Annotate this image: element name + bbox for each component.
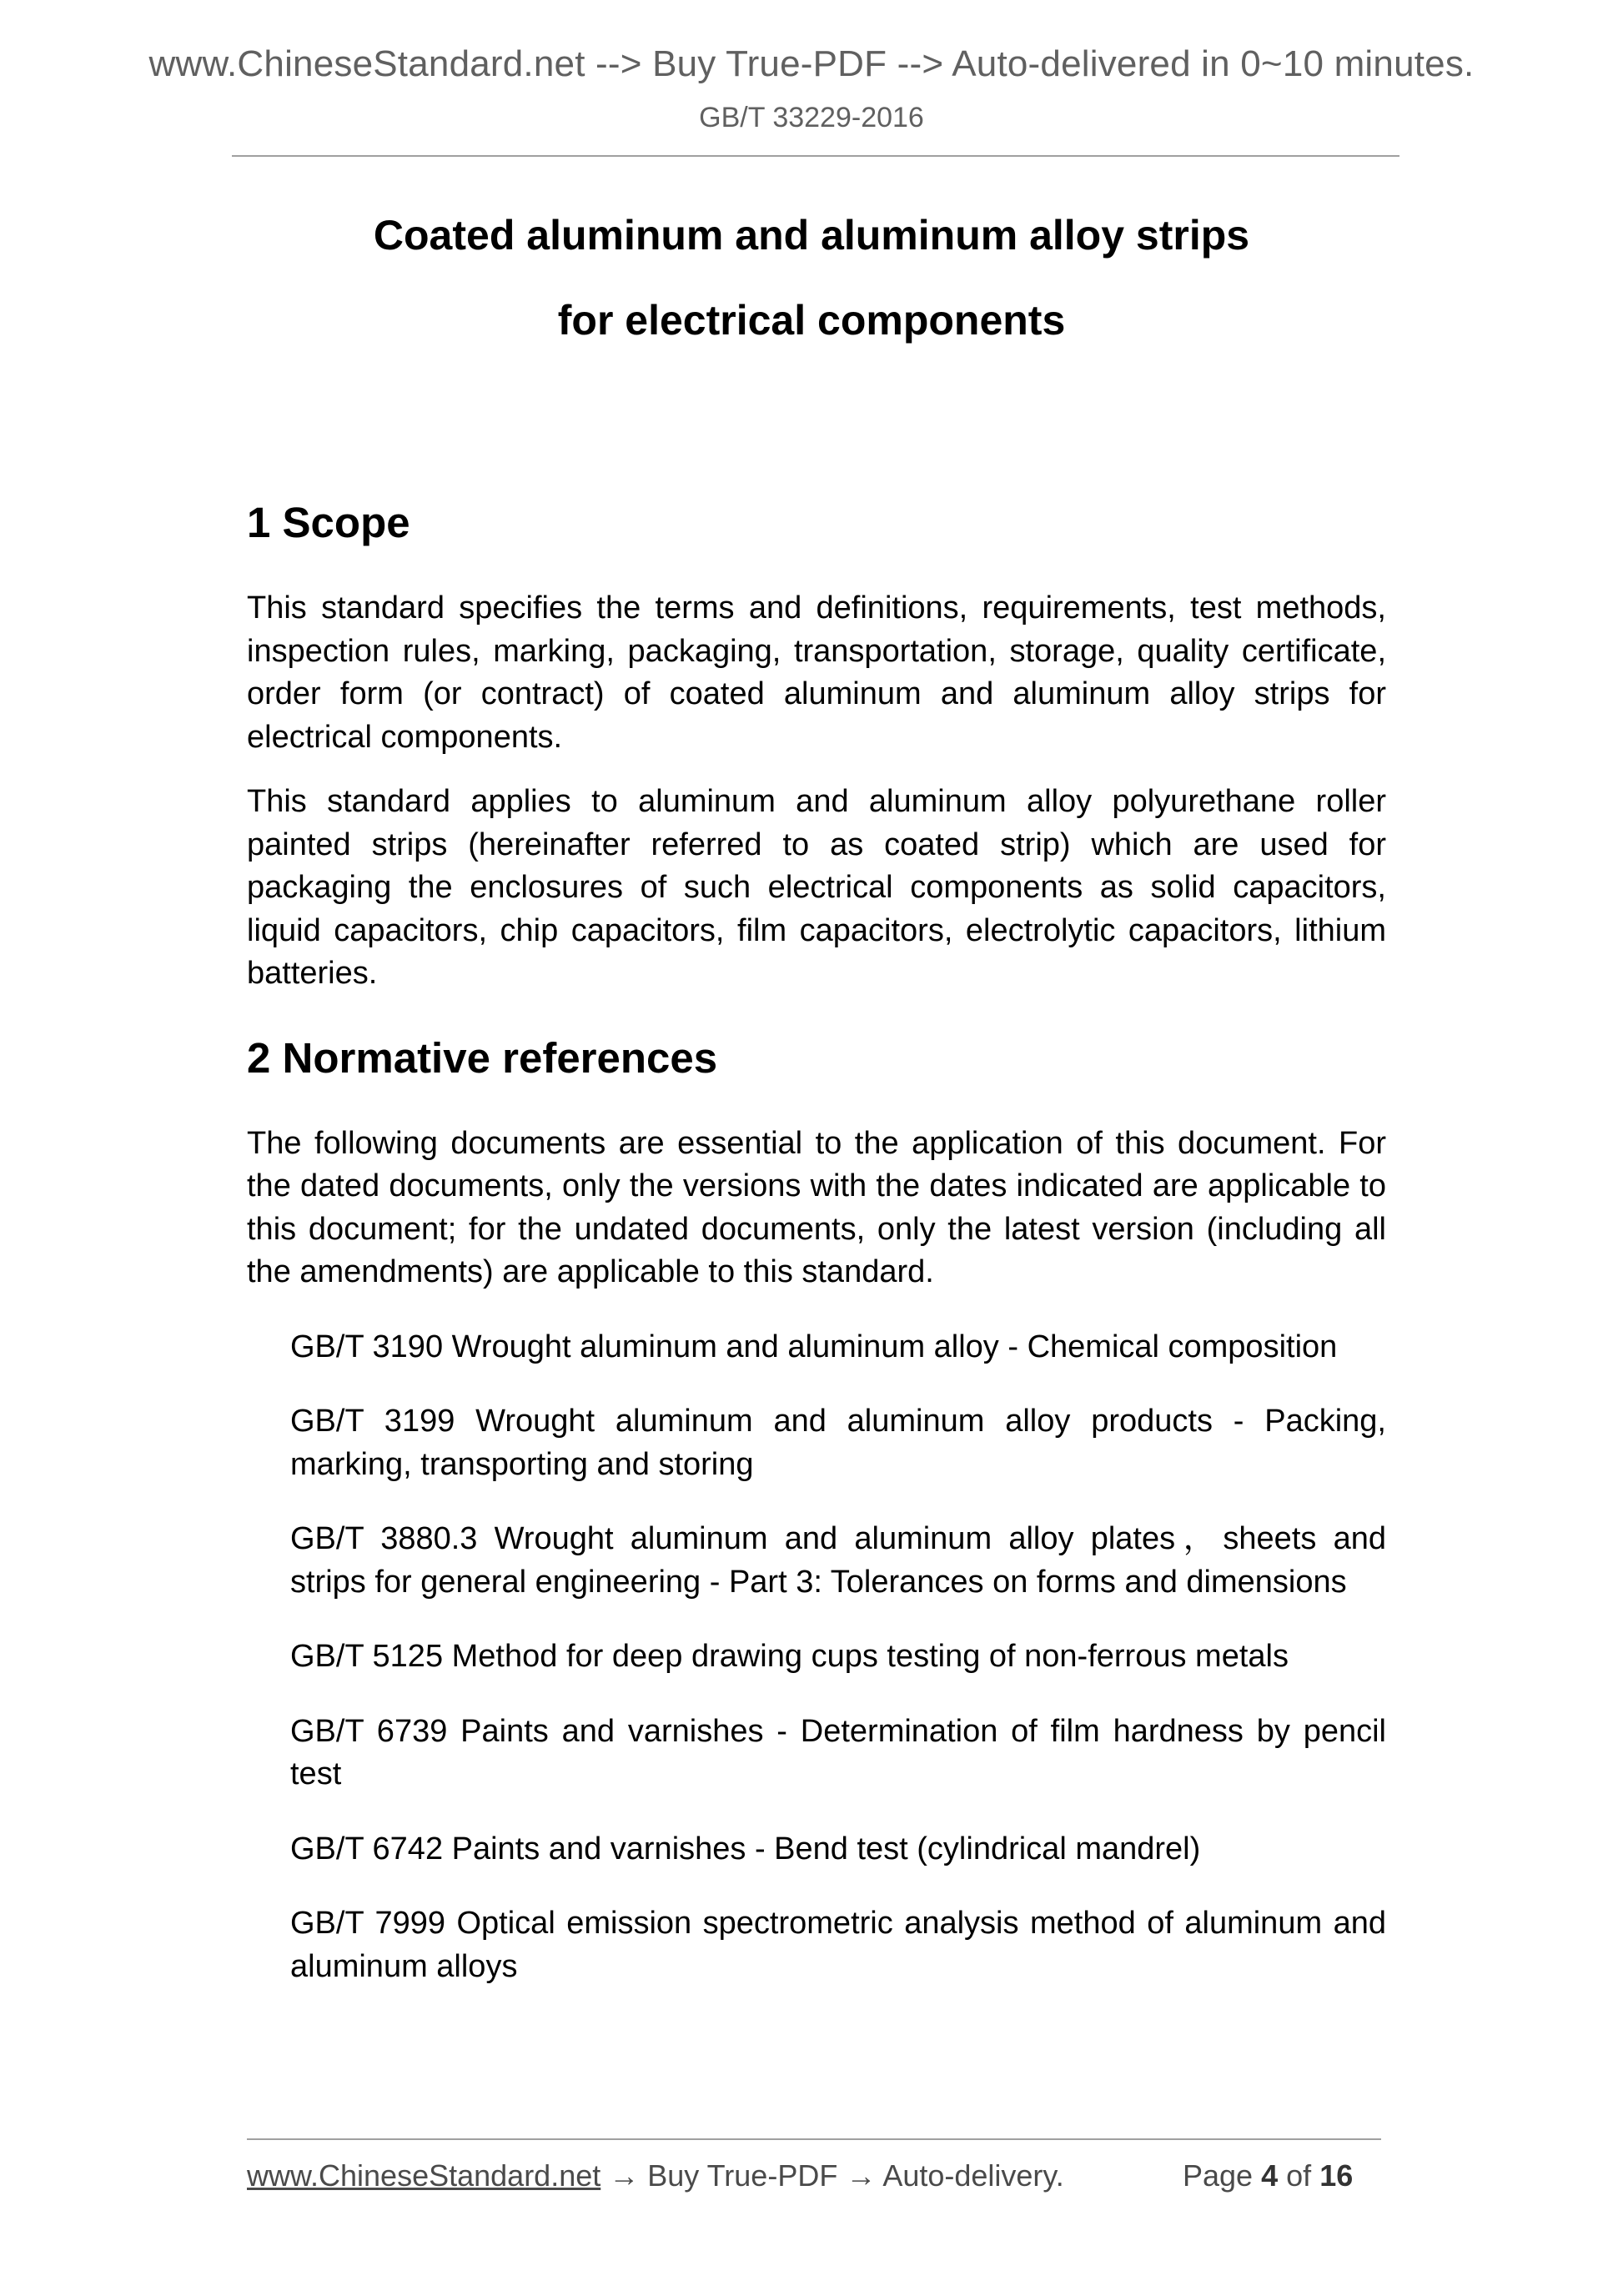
footer-divider [247, 2138, 1381, 2140]
reference-item: GB/T 6739 Paints and varnishes - Determination of film hardness by pencil test [290, 1713, 1386, 1791]
reference-item: GB/T 7999 Optical emission spectrometric analysis method of aluminum and aluminum alloys [290, 1906, 1386, 1984]
scope-paragraph: This standard specifies the terms and definitions, requirements, test methods, inspection rules, marking, packaging, transportation, storage, quality certificate, order form (or contract) of coated aluminum and aluminum alloy strips for electrical components. [247, 590, 1386, 755]
section-heading-scope: 1 Scope [247, 499, 410, 546]
document-title-line-2: for electrical components [557, 297, 1066, 344]
page-word: Page [1183, 2158, 1254, 2193]
footer-website-link[interactable]: www.ChineseStandard.net [247, 2158, 601, 2193]
normative-intro-paragraph: The following documents are essential to the application of this document. For the dated documents, only the versions with the dates indicated are applicable to this document; for the undated documents, only the latest version (including all the amendments) are applicable to this standard. [247, 1125, 1386, 1289]
total-pages-number: 16 [1319, 2158, 1354, 2193]
document-id: GB/T 33229-2016 [699, 102, 924, 133]
footer-tagline: → Buy True-PDF → Auto-delivery. [600, 2158, 1064, 2193]
section-heading-normative-references: 2 Normative references [247, 1033, 718, 1082]
reference-item: GB/T 3190 Wrought aluminum and aluminum alloy - Chemical composition [290, 1329, 1338, 1364]
reference-item: GB/T 3199 Wrought aluminum and aluminum alloy products - Packing, marking, transporting and storing [290, 1404, 1386, 1482]
reference-item: GB/T 3880.3 Wrought aluminum and aluminum alloy plates，sheets and strips for general engineering - Part 3: Tolerances on forms and dimensions [290, 1521, 1386, 1600]
page-footer [247, 2158, 1381, 2193]
current-page-number: 4 [1261, 2158, 1279, 2193]
reference-item: GB/T 5125 Method for deep drawing cups testing of non-ferrous metals [290, 1639, 1289, 1674]
header-banner: www.ChineseStandard.net --> Buy True-PDF --> Auto-delivered in 0~10 minutes. [148, 43, 1475, 84]
of-word: of [1286, 2158, 1312, 2193]
document-body [247, 494, 1386, 1988]
document-title-line-1: Coated aluminum and aluminum alloy strips [373, 212, 1250, 259]
header-divider [232, 155, 1399, 157]
page-indicator [1183, 2158, 1353, 2193]
reference-item: GB/T 6742 Paints and varnishes - Bend test (cylindrical mandrel) [290, 1831, 1201, 1866]
scope-paragraph: This standard applies to aluminum and aluminum alloy polyurethane roller painted strips (hereinafter referred to as coated strip) which are used for packaging the enclosures of such electrical components as solid capacitors, liquid capacitors, chip capacitors, film capacitors, electrolytic capacitors, lithium batteries. [247, 784, 1386, 991]
